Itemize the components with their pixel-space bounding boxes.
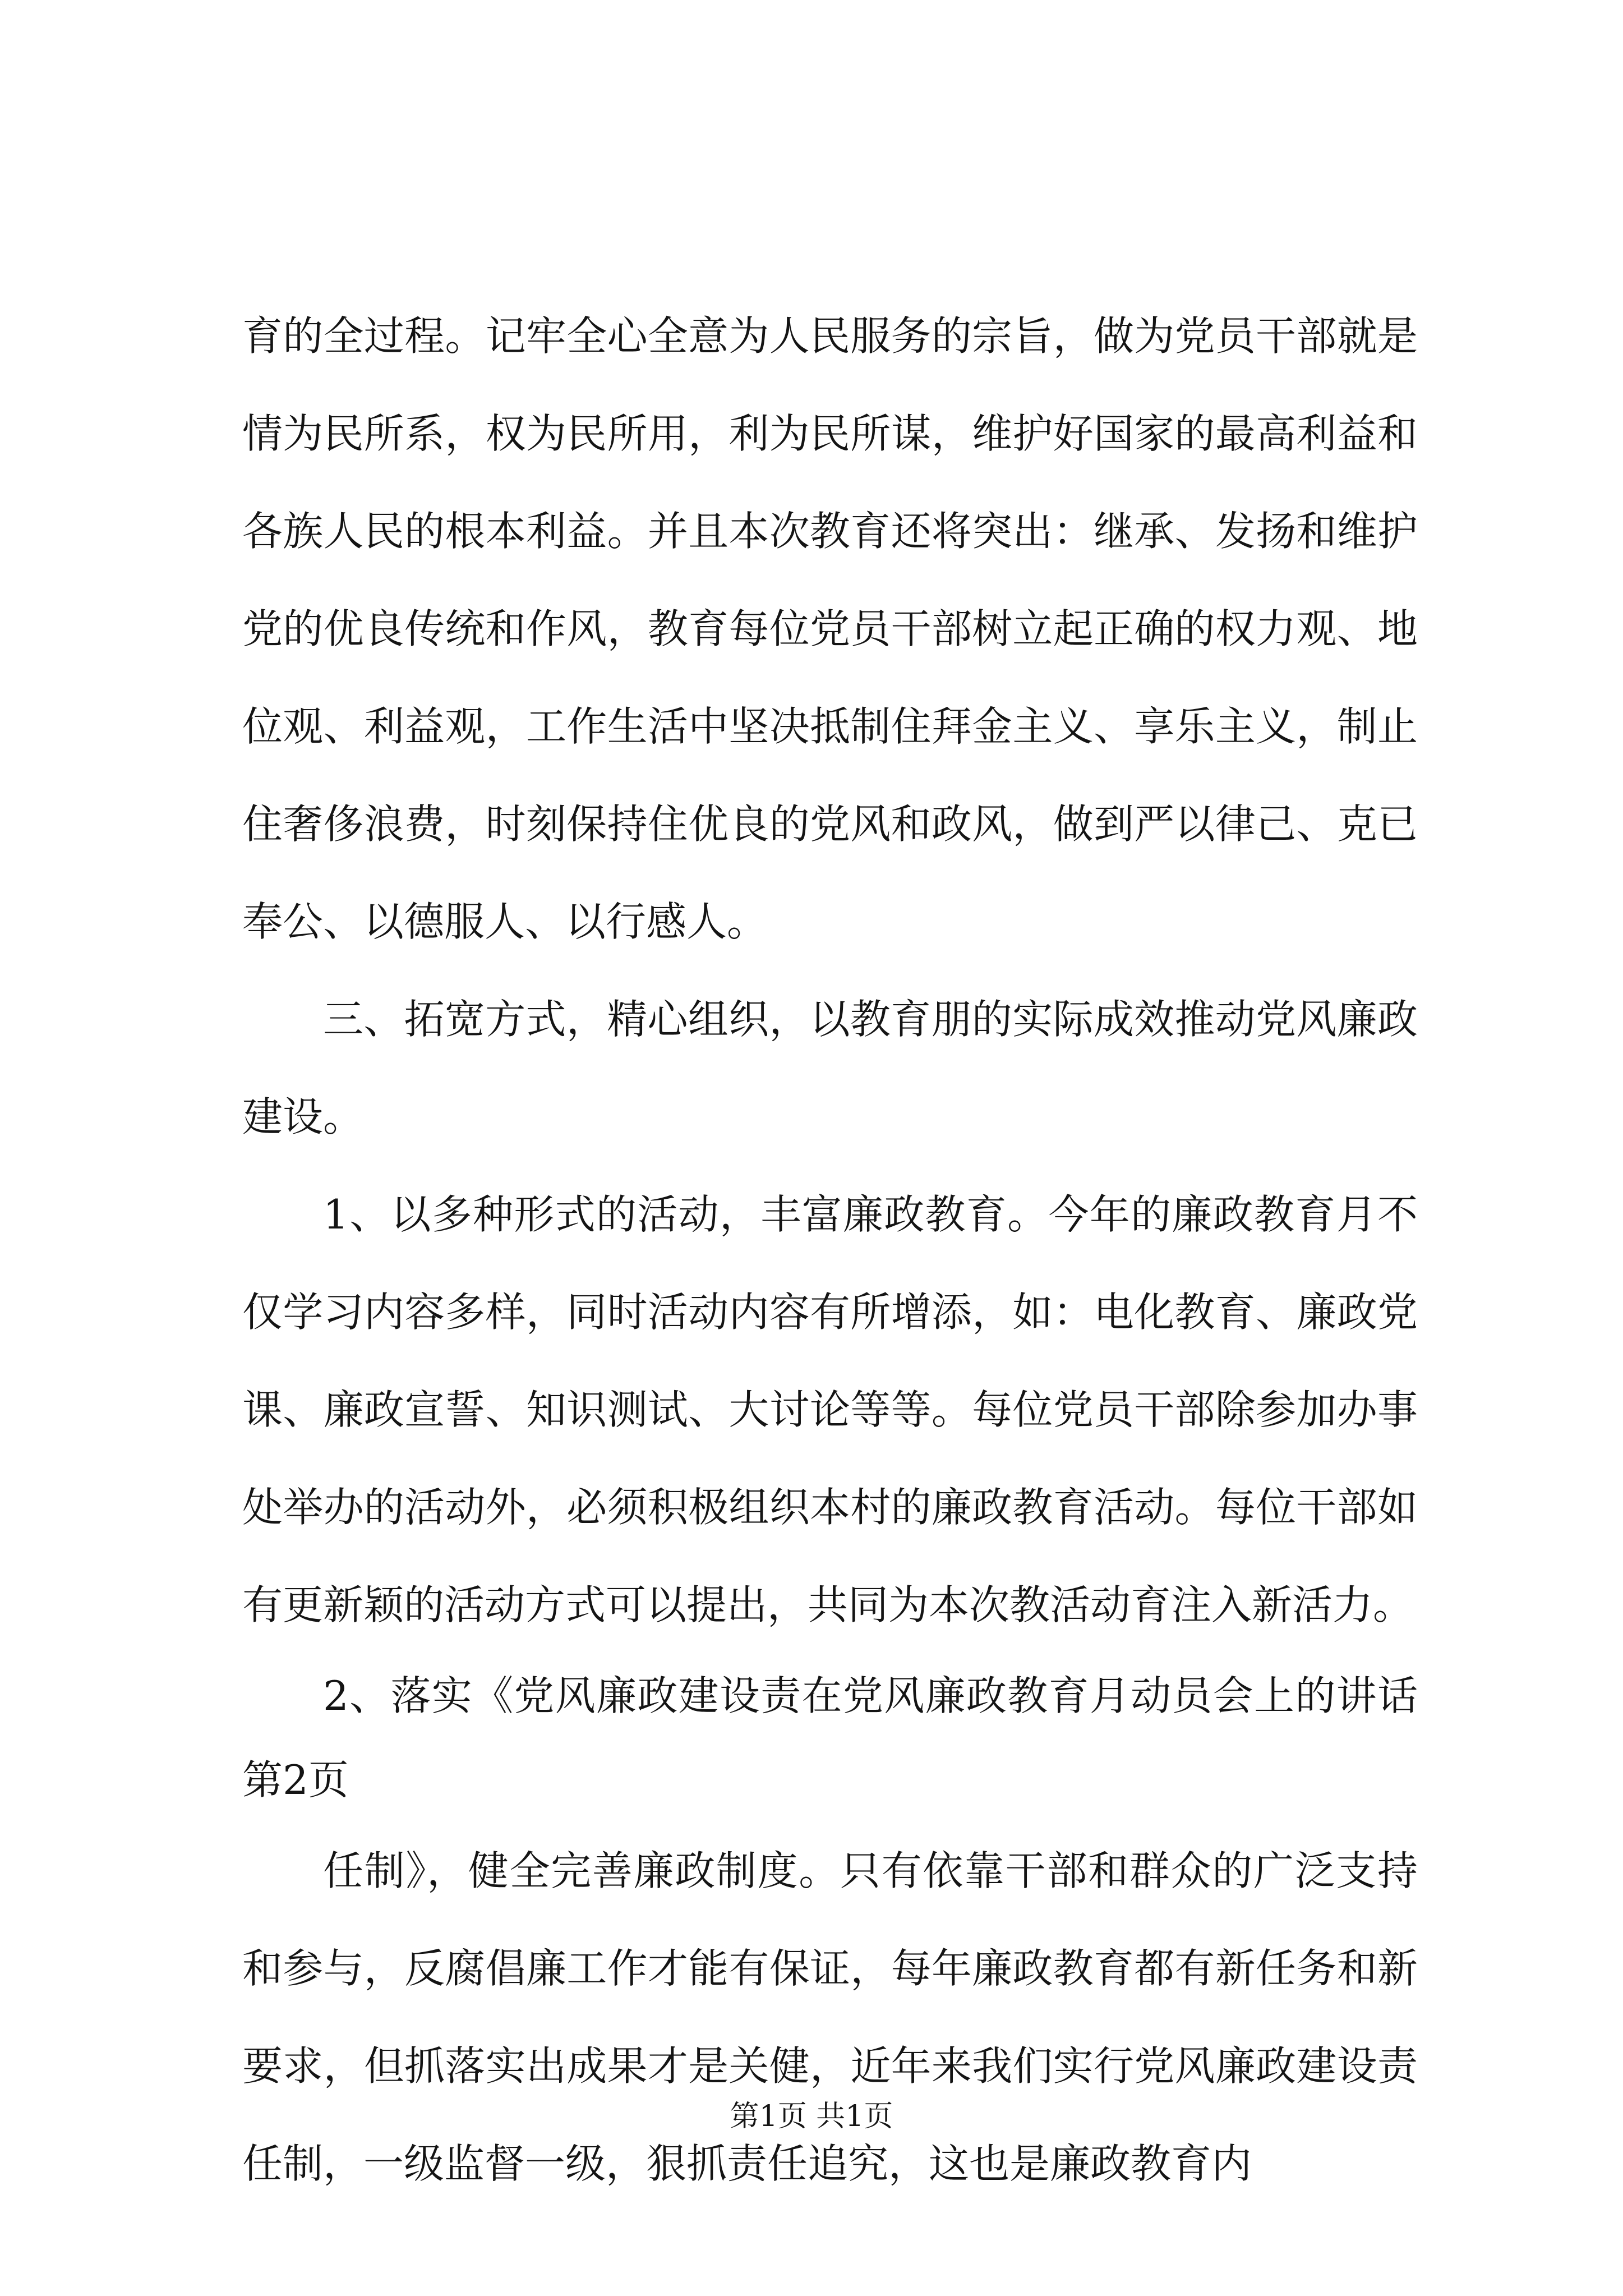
- document-body: [242, 287, 1418, 2212]
- paragraph-item-2: 2、落实《党风廉政建设责在党风廉政教育月动员会上的讲话第2页: [242, 1672, 1418, 1803]
- paragraph-section-heading: 三、拓宽方式，精心组织，以教育朋的实际成效推动党风廉政建设。: [242, 996, 1418, 1140]
- page-footer: 第1页 共1页: [730, 2100, 893, 2133]
- paragraph-item-2-continued: 任制》，健全完善廉政制度。只有依靠干部和群众的广泛支持和参与，反腐倡廉工作才能有保证，每年廉政教育都有新任务和新要求，但抓落实出成果才是关健，近年来我们实行党风廉政建设责任制，一级监督一级，狠抓责任追究，这也是廉政教育内: [242, 1847, 1418, 2187]
- paragraph-continuation: 育的全过程。记牢全心全意为人民服务的宗旨，做为党员干部就是情为民所系，权为民所用，利为民所谋，维护好国家的最高利益和各族人民的根本利益。并且本次教育还将突出：继承、发扬和维护党的优良传统和作风，教育每位党员干部树立起正确的权力观、地位观、利益观，工作生活中坚决抵制住拜金主义、享乐主义，制止住奢侈浪费，时刻保持住优良的党风和政风，做到严以律己、克已奉公、以德服人、以行感人。: [242, 312, 1418, 945]
- paragraph-item-1: 1、以多种形式的活动，丰富廉政教育。今年的廉政教育月不仅学习内容多样，同时活动内容有所增添，如：电化教育、廉政党课、廉政宣誓、知识测试、大讨论等等。每位党员干部除参加办事处举办的活动外，必须积极组织本村的廉政教育活动。每位干部如有更新颖的活动方式可以提出，共同为本次教活动育注入新活力。: [242, 1191, 1418, 1628]
